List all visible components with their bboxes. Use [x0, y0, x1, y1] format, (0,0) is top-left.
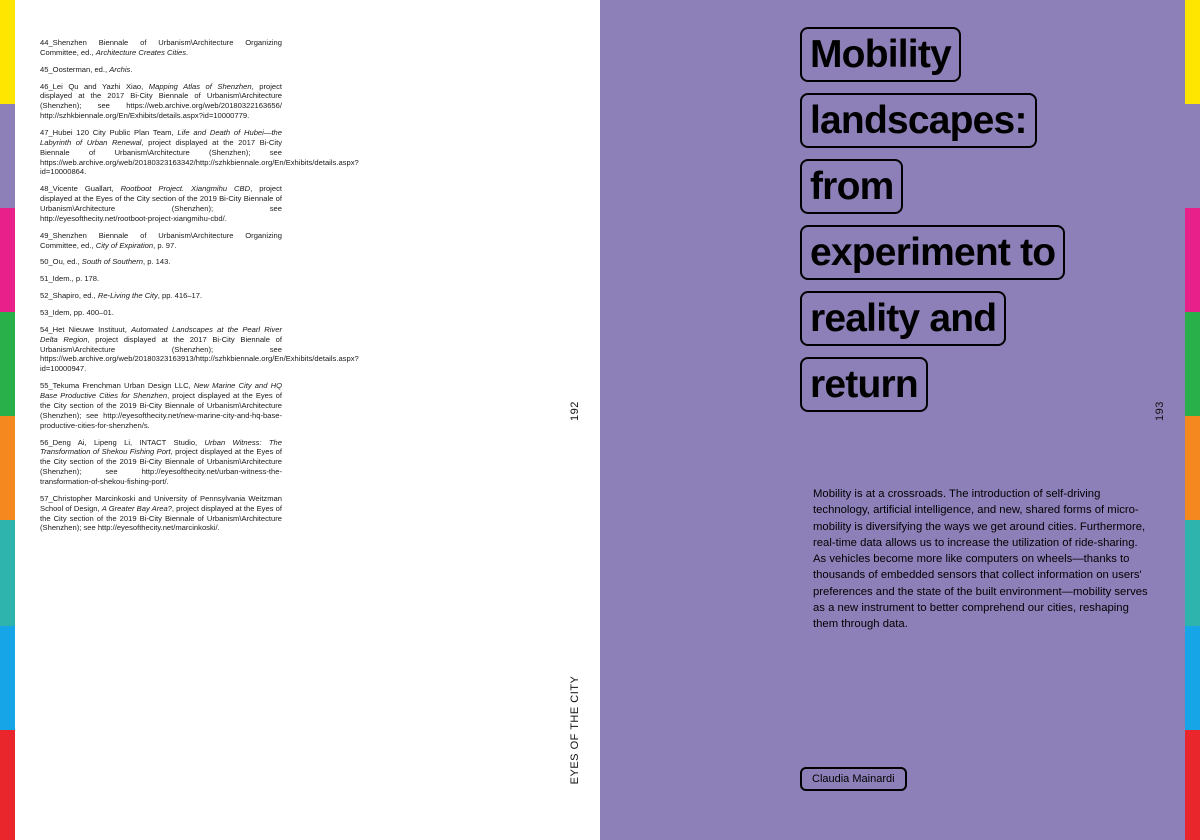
right-color-tabs [1185, 0, 1200, 840]
color-tab [0, 208, 15, 312]
color-tab [1185, 0, 1200, 104]
endnote: 55_Tekuma Frenchman Urban Design LLC, New Marine City and HQ Base Productive Cities for Shenzhen, project displayed at the Eyes of the City section of the 2019 Bi-City Biennale of Urbanism\Architecture (Shenzhen); see http://eyesofthecity.net/new-marine-city-and-hq-base-productive-cities-for-shenzhen/s. [40, 381, 283, 430]
endnote: 46_Lei Qu and Yazhi Xiao, Mapping Atlas of Shenzhen, project displayed at the 2017 Bi-City Biennale of Urbanism\Architecture (Shenzhen); see https://web.archive.org/web/20180322163656/ http://szhkbiennale.org/En/Exhibits/details.aspx?id=10000779. [40, 81, 283, 121]
color-tab [1185, 208, 1200, 312]
color-tab [0, 0, 15, 104]
endnote: 56_Deng Ai, Lipeng Li, INTACT Studio, Urban Witness: The Transformation of Shekou Fishing Port, project displayed at the Eyes of the City section of the 2019 Bi-City Biennale of Urbanism\Architecture (Shenzhen); see http://eyesofthecity.net/urban-witness-the-transformation-of-shekou-fishing-port/. [40, 437, 282, 486]
left-color-tabs [0, 0, 15, 840]
color-tab [1185, 416, 1200, 520]
endnote: 48_Vicente Guallart, Rootboot Project. Xiangmihu CBD, project displayed at the Eyes of the City section of the 2019 Bi-City Biennale of Urbanism\Architecture (Shenzhen); see http://eyesofthecity.net/rootboot-project-xiangmihu-cbd/. [40, 184, 283, 223]
running-title: EYES OF THE CITY [569, 675, 581, 785]
title-line: landscapes: [800, 93, 1037, 148]
author-badge: Claudia Mainardi [800, 767, 907, 791]
endnote: 44_Shenzhen Biennale of Urbanism\Architecture Organizing Committee, ed., Architecture Creates Cities. [40, 38, 282, 57]
endnote: 57_Christopher Marcinkoski and University of Pennsylvania Weitzman School of Design, A Greater Bay Area?, project displayed at the Eyes of the City section of the 2019 Bi-City Biennale of Urbanism\Architecture (Shenzhen); see http://eyesofthecity.net/marcinkoski/. [40, 493, 282, 533]
title-line: reality and [800, 291, 1006, 346]
endnote: 50_Ou, ed., South of Southern, p. 143. [40, 257, 171, 267]
endnote: 53_Idem, pp. 400–01. [40, 308, 114, 318]
color-tab [1185, 312, 1200, 416]
endnote: 49_Shenzhen Biennale of Urbanism\Architecture Organizing Committee, ed., City of Expiration, p. 97. [40, 230, 282, 250]
endnote: 47_Hubei 120 City Public Plan Team, Life and Death of Hubei—the Labyrinth of Urban Renewal, project displayed at the 2017 Bi-City Biennale of Urbanism\Architecture (Shenzhen); see https://web.archive.org/web/20180323163342/http://szhkbiennale.org/En/Exhibits/details.aspx?id=10000864. [40, 128, 359, 177]
color-tab [1185, 626, 1200, 730]
color-tab [1185, 520, 1200, 626]
color-tab [0, 730, 15, 840]
color-tab [1185, 730, 1200, 840]
article-title [800, 27, 1065, 423]
color-tab [0, 312, 15, 416]
title-line: Mobility [800, 27, 961, 82]
left-page [15, 0, 600, 840]
color-tab [1185, 104, 1200, 208]
color-tab [0, 104, 15, 208]
color-tab [0, 626, 15, 730]
endnote: 54_Het Nieuwe Instituut, Automated Landscapes at the Pearl River Delta Region, project displayed at the 2017 Bi-City Biennale of Urbanism\Architecture (Shenzhen); see https://web.archive.org/web/20180323163913/http://szhkbiennale.org/En/Exhibits/details.aspx?id=10000947. [40, 324, 359, 374]
page-number-right: 193 [1154, 401, 1166, 421]
right-page [600, 0, 1185, 840]
page-number-left: 192 [569, 401, 581, 421]
endnotes [40, 38, 359, 540]
color-tab [0, 520, 15, 626]
title-line: from [800, 159, 903, 214]
endnote: 45_Oosterman, ed., Archis. [40, 64, 133, 74]
title-line: experiment to [800, 225, 1065, 280]
abstract: Mobility is at a crossroads. The introduction of self-driving technology, artificial intelligence, and new, shared forms of micro-mobility is diversifying the ways we get around cities. Furthermore, real-time data allows us to increase the utilization of ride-sharing. As vehicles become more like computers on wheels—thanks to thousands of embedded sensors that collect information on users' preferences and the state of the built environment—mobility serves as a new instrument to better comprehend our cities, reshaping them through data. [813, 488, 1148, 631]
color-tab [0, 416, 15, 520]
endnote: 51_Idem., p. 178. [40, 274, 100, 284]
title-line: return [800, 357, 928, 412]
endnote: 52_Shapiro, ed., Re-Living the City, pp. 416–17. [40, 291, 203, 301]
